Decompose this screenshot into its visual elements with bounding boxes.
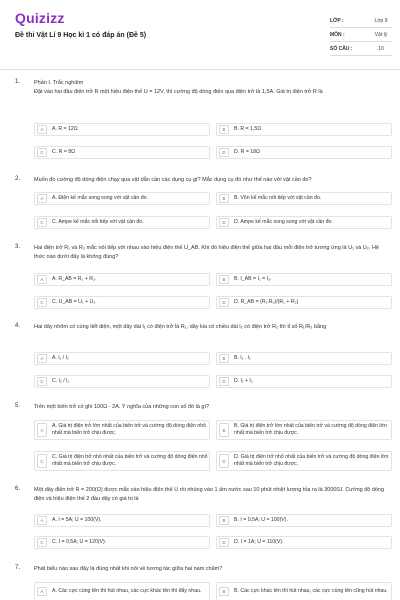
option-text: C. R = 8Ω (52, 149, 76, 155)
option-text: A. Giá trị điện trở lớn nhất của biến trở và cường độ dòng điện nhỏ nhất mà biến trở chịu được. (52, 423, 207, 436)
option-text: C. I = 0,5A; U = 120(V). (52, 539, 107, 545)
option-letter: B (219, 423, 229, 437)
option-letter: C (37, 538, 47, 547)
option-letter: D (219, 377, 229, 386)
option-letter: C (37, 148, 47, 157)
option-b[interactable] (216, 273, 392, 286)
option-text: D. R_AB = (R₁.R₂)/(R₁ + R₂) (234, 299, 299, 305)
option-c[interactable] (34, 451, 210, 471)
option-letter: A (37, 423, 47, 437)
option-letter: A (37, 354, 47, 363)
option-text: B. R = 1,5Ω (234, 126, 262, 132)
option-a[interactable] (34, 352, 210, 365)
question-number: 4. (15, 323, 21, 329)
option-text: A. l₁ / l₂ (52, 355, 69, 361)
option-a[interactable] (34, 192, 210, 205)
option-letter: D (219, 218, 229, 227)
meta-key: MÔN : (330, 31, 345, 38)
option-text: B. I_AB = I₁ = I₂. (234, 276, 272, 282)
question-number: 5. (15, 403, 21, 409)
option-letter: D (219, 298, 229, 307)
option-a[interactable] (34, 514, 210, 527)
meta-row-grade (330, 14, 392, 28)
option-text: A. R_AB = R₁ + R₂. (52, 276, 97, 282)
option-text: B. Giá trị điện trở lớn nhất của biến trở và cường độ dòng điện lớn nhất mà biến trở chịu được. (234, 423, 387, 436)
option-text: D. R = 18Ω (234, 149, 260, 155)
meta-row-subject (330, 28, 392, 42)
meta-value: Vật lý (374, 31, 388, 38)
option-letter: A (37, 275, 47, 284)
option-b[interactable] (216, 514, 392, 527)
question-number: 6. (15, 486, 21, 492)
option-text: A. Điện kế mắc song song với vật cần đo. (52, 195, 148, 201)
question-text: Hai điện trở R₁ và R₂ mắc nối tiếp với nhau vào hiệu điện thế U_AB. Khi đó hiệu điện thế giữa hai đầu mỗi điện trở tương ứng là U₁ và U₂. Hệ thức nào dưới đây là không đúng? (34, 245, 379, 260)
meta-row-count (330, 42, 392, 56)
option-d[interactable] (216, 375, 392, 388)
option-text: B. I = 0,5A; U = 100(V). (234, 517, 288, 523)
option-b[interactable] (216, 123, 392, 136)
option-text: D. I = 1A; U = 110(V). (234, 539, 284, 545)
option-letter: C (37, 298, 47, 307)
option-text: A. R = 12Ω (52, 126, 78, 132)
quizizz-logo: Quizizz (15, 10, 65, 26)
option-d[interactable] (216, 536, 392, 549)
option-a[interactable] (34, 582, 210, 600)
option-text: B. Các cực khác tên thì hút nhau, các cực cùng tên cũng hút nhau. (234, 588, 388, 594)
question-text: Phần I. Trắc nghiệm Đặt vào hai đầu điện trở R một hiệu điện thế U = 12V, thì cường độ dòng điện qua điện trở là 1,5A. Giá trị điện trở R là (34, 80, 323, 95)
option-c[interactable] (34, 375, 210, 388)
option-d[interactable] (216, 451, 392, 471)
question-text: Trên một biến trở có ghi 100Ω - 2A. Ý nghĩa của những con số đó là gì? (34, 404, 210, 410)
option-letter: A (37, 194, 47, 203)
option-letter: C (37, 218, 47, 227)
question-number: 1. (15, 79, 21, 85)
question-number: 2. (15, 176, 21, 182)
option-a[interactable] (34, 420, 210, 440)
option-d[interactable] (216, 296, 392, 309)
option-letter: D (219, 148, 229, 157)
header-divider (0, 69, 400, 70)
option-c[interactable] (34, 536, 210, 549)
option-text: D. l₁ + l₂ (234, 378, 253, 384)
option-c[interactable] (34, 146, 210, 159)
option-letter: B (219, 354, 229, 363)
question-text: Hai dây nhôm có cùng tiết diện, một dây dài l₁ có điện trở là R₁, dây kia có chiều dài l₂ có điện trở R₂ thì tỉ số R₁/R₂ bằng (34, 324, 327, 330)
option-text: B. Vôn kế mắc nối tiếp với vật cần đo. (234, 195, 322, 201)
question-text: Phát biểu nào sau đây là đúng nhất khi nói về tương tác giữa hai nam châm? (34, 566, 223, 572)
option-text: D. Giá trị điện trở nhỏ nhất của biến trở và cường độ dòng điện lớn nhất mà biến trở chịu được. (234, 454, 389, 467)
meta-value: Lớp 9 (374, 17, 388, 24)
option-letter: A (37, 125, 47, 134)
page-title: Đề thi Vật Lí 9 Học kì 1 có đáp án (Đề 5) (15, 32, 147, 39)
option-b[interactable] (216, 420, 392, 440)
option-d[interactable] (216, 146, 392, 159)
meta-value: 10 (378, 45, 384, 52)
option-c[interactable] (34, 296, 210, 309)
option-letter: B (219, 587, 229, 596)
question-number: 3. (15, 244, 21, 250)
meta-table (330, 14, 392, 56)
option-letter: C (37, 454, 47, 468)
option-a[interactable] (34, 123, 210, 136)
question-text: Muốn đo cường độ dòng điện chạy qua vật dẫn cần các dụng cụ gì? Mắc dụng cụ đó như thế nào với vật cần đo? (34, 177, 312, 183)
question-text: Một dây điện trở R = 200(Ω) được mắc vào hiệu điện thế U rồi nhúng vào 1 ấm nước sau 10 phút nhiệt lượng tỏa ra là 30000J. Cường độ dòng điện và hiệu điện thế 2 đầu dây có giá trị là (34, 487, 385, 502)
option-a[interactable] (34, 273, 210, 286)
option-text: C. l₂ / l₁ (52, 378, 70, 384)
option-letter: A (37, 587, 47, 596)
option-text: C. Ampe kế mắc nối tiếp với vật cần đo. (52, 219, 144, 225)
option-text: A. Các cực cùng tên thì hút nhau, các cực khác tên thì đẩy nhau. (52, 588, 202, 594)
option-text: C. Giá trị điện trở nhỏ nhất của biến trở và cường độ dòng điện nhỏ nhất mà biến trở chịu được. (52, 454, 208, 467)
option-letter: D (219, 454, 229, 468)
option-letter: B (219, 516, 229, 525)
option-letter: A (37, 516, 47, 525)
option-d[interactable] (216, 216, 392, 229)
option-b[interactable] (216, 352, 392, 365)
option-letter: C (37, 377, 47, 386)
option-b[interactable] (216, 192, 392, 205)
option-text: A. I = 5A; U = 100(V). (52, 517, 102, 523)
meta-key: SỐ CÂU : (330, 45, 353, 52)
option-letter: D (219, 538, 229, 547)
question-number: 7. (15, 565, 21, 571)
option-text: C. U_AB = U₁ + U₂. (52, 299, 97, 305)
option-letter: B (219, 194, 229, 203)
option-c[interactable] (34, 216, 210, 229)
option-text: D. Ampe kế mắc song song với vật cần đo. (234, 219, 333, 225)
option-text: B. l₁ . l₂ (234, 355, 251, 361)
option-b[interactable] (216, 582, 392, 600)
option-letter: B (219, 125, 229, 134)
option-letter: B (219, 275, 229, 284)
meta-key: LỚP : (330, 17, 344, 24)
